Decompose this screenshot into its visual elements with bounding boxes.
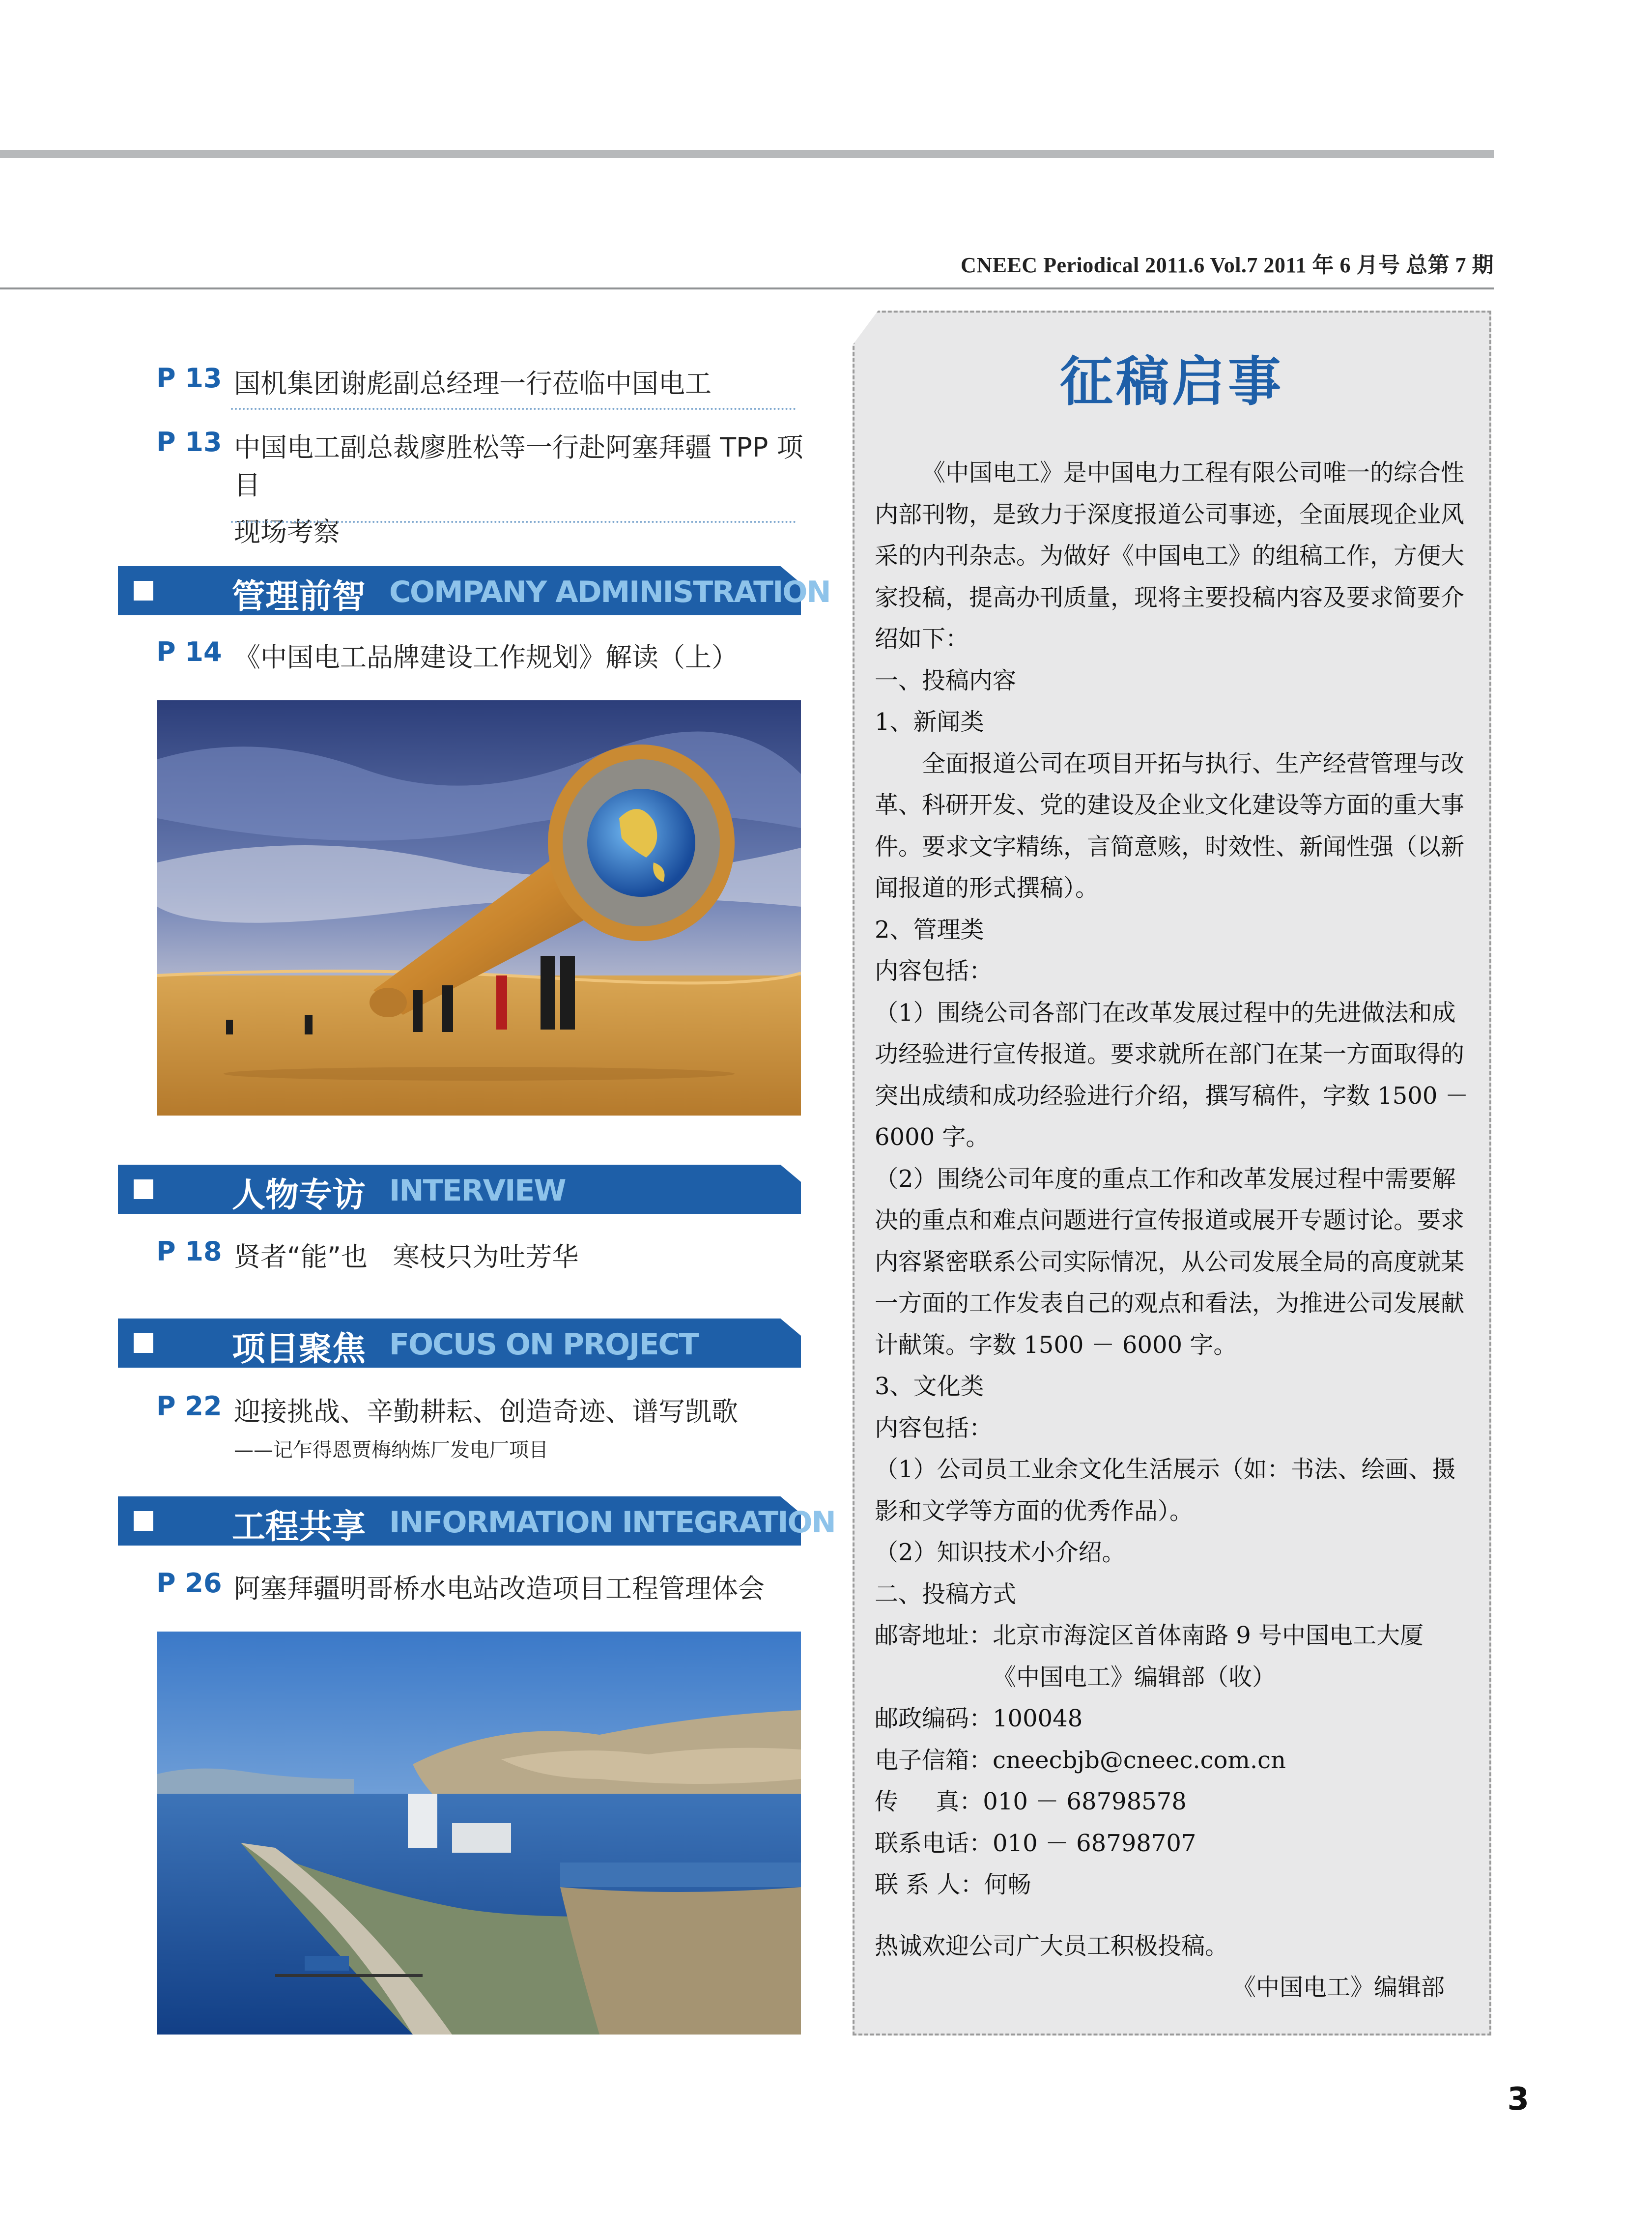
notice-paragraph: 内容包括： (875, 957, 993, 985)
notice-heading: 一、投稿内容 (875, 666, 1017, 694)
section-square-icon (134, 1333, 153, 1353)
notice-subheading: 1、新闻类 (875, 708, 984, 736)
notice-welcome: 热诚欢迎公司广大员工积极投稿。 (875, 1932, 1229, 1960)
section-header-information-integration (118, 1496, 835, 1547)
notice-subheading: 2、管理类 (875, 916, 984, 944)
fax-number: 传 真：010 － 68798578 (875, 1788, 1187, 1815)
notice-signature: 《中国电工》编辑部 (1232, 1974, 1445, 2001)
toc-item[interactable] (156, 427, 810, 549)
section-header-company-administration (118, 566, 830, 616)
phone-number: 联系电话：010 － 68798707 (875, 1829, 1196, 1857)
notice-subheading: 3、文化类 (875, 1373, 984, 1400)
section-square-icon (134, 1179, 153, 1199)
notice-paragraph: 内容包括： (875, 1414, 993, 1442)
telescope-illustration (157, 700, 801, 1116)
dotted-divider (231, 408, 796, 410)
toc-item-title: 中国电工副总裁廖胜松等一行赴阿塞拜疆 TPP 项目 (234, 432, 803, 501)
header-rule (0, 287, 1494, 289)
toc-item-title-cont: 现场考察 (234, 516, 340, 547)
section-title-en: COMPANY ADMINISTRATION (389, 575, 830, 609)
notice-paragraph: （2）围绕公司年度的重点工作和改革发展过程中需要解决的重点和难点问题进行宣传报道或展开专题讨论。要求内容紧密联系公司实际情况，从公司发展全局的高度就某一方面的工作发表自己的观点和看法，为推进公司发展献计献策。字数 1500 － 6000 字。 (875, 1165, 1465, 1359)
spacer (875, 1906, 1474, 1925)
mailing-address: 邮寄地址：北京市海淀区首体南路 9 号中国电工大厦 (875, 1622, 1424, 1649)
page-number: 3 (1507, 2081, 1529, 2118)
section-title-cn: 项目聚焦 (232, 1330, 366, 1369)
toc-page-number: P 14 (156, 636, 222, 667)
toc-item-subtitle: ——记乍得恩贾梅纳炼厂发电厂项目 (234, 1439, 548, 1462)
periodical-header: CNEEC Periodical 2011.6 Vol.7 2011 年 6 月号 总第 7 期 (961, 253, 1494, 277)
notice-paragraph: 全面报道公司在项目开拓与执行、生产经营管理与改革、科研开发、党的建设及企业文化建设等方面的重大事件。要求文字精练，言简意赅，时效性、新闻性强（以新闻报道的形式撰稿）。 (875, 749, 1465, 902)
top-gray-bar (0, 150, 1494, 158)
notice-paragraph: （1）围绕公司各部门在改革发展过程中的先进做法和成功经验进行宣传报道。要求就所在部门在某一方面取得的突出成绩和成功经验进行介绍，撰写稿件，字数 1500 － 6000 字。 (875, 999, 1469, 1151)
section-header-interview (118, 1165, 801, 1214)
toc-page-number: P 22 (156, 1391, 222, 1422)
toc-page-number: P 18 (156, 1236, 222, 1267)
toc-item[interactable] (156, 1568, 810, 1605)
section-title-cn: 人物专访 (232, 1176, 366, 1215)
dotted-divider (231, 521, 796, 523)
toc-item[interactable] (156, 1236, 810, 1274)
toc-item-title: 贤者“能”也 寒枝只为吐芳华 (234, 1241, 579, 1272)
notice-intro: 《中国电工》是中国电力工程有限公司唯一的综合性内部刊物，是致力于深度报道公司事迹，全面展现企业风采的内刊杂志。为做好《中国电工》的组稿工作，方便大家投稿，提高办刊质量，现将主要投稿内容及要求简要介绍如下： (875, 459, 1465, 653)
toc-item-title: 国机集团谢彪副总经理一行莅临中国电工 (234, 368, 712, 399)
section-title-en: FOCUS ON PROJECT (389, 1327, 698, 1362)
section-square-icon (134, 581, 153, 601)
contact-person: 联 系 人：何畅 (875, 1871, 1031, 1898)
section-title-cn: 工程共享 (232, 1508, 366, 1547)
toc-page-number: P 13 (156, 363, 222, 394)
postal-code: 邮政编码：100048 (875, 1705, 1083, 1732)
notice-heading: 二、投稿方式 (875, 1580, 1017, 1608)
toc-page-number: P 13 (156, 427, 222, 458)
toc-item[interactable] (156, 1391, 810, 1462)
section-square-icon (134, 1511, 153, 1531)
section-header-focus-on-project (118, 1319, 801, 1368)
notice-title: 征稿启事 (1059, 351, 1284, 413)
mailing-recipient: 《中国电工》编辑部（收） (993, 1663, 1276, 1691)
toc-item-title: 迎接挑战、辛勤耕耘、创造奇迹、谱写凯歌 (234, 1396, 738, 1427)
section-title-en: INTERVIEW (389, 1174, 566, 1208)
notice-body (875, 452, 1474, 2008)
hydropower-station-photo (157, 1632, 801, 2035)
toc-item-title: 阿塞拜疆明哥桥水电站改造项目工程管理体会 (234, 1573, 765, 1604)
toc-item[interactable] (156, 636, 810, 674)
toc-item[interactable] (156, 363, 810, 401)
section-title-en: INFORMATION INTEGRATION (389, 1505, 835, 1540)
section-title-cn: 管理前智 (232, 577, 366, 616)
notice-paragraph: （1）公司员工业余文化生活展示（如：书法、绘画、摄影和文学等方面的优秀作品）。 (875, 1456, 1456, 1525)
notice-paragraph: （2）知识技术小介绍。 (875, 1539, 1126, 1566)
toc-item-title: 《中国电工品牌建设工作规划》解读（上） (234, 642, 738, 673)
email-address[interactable]: 电子信箱：cneecbjb@cneec.com.cn (875, 1746, 1286, 1774)
toc-page-number: P 26 (156, 1568, 222, 1599)
